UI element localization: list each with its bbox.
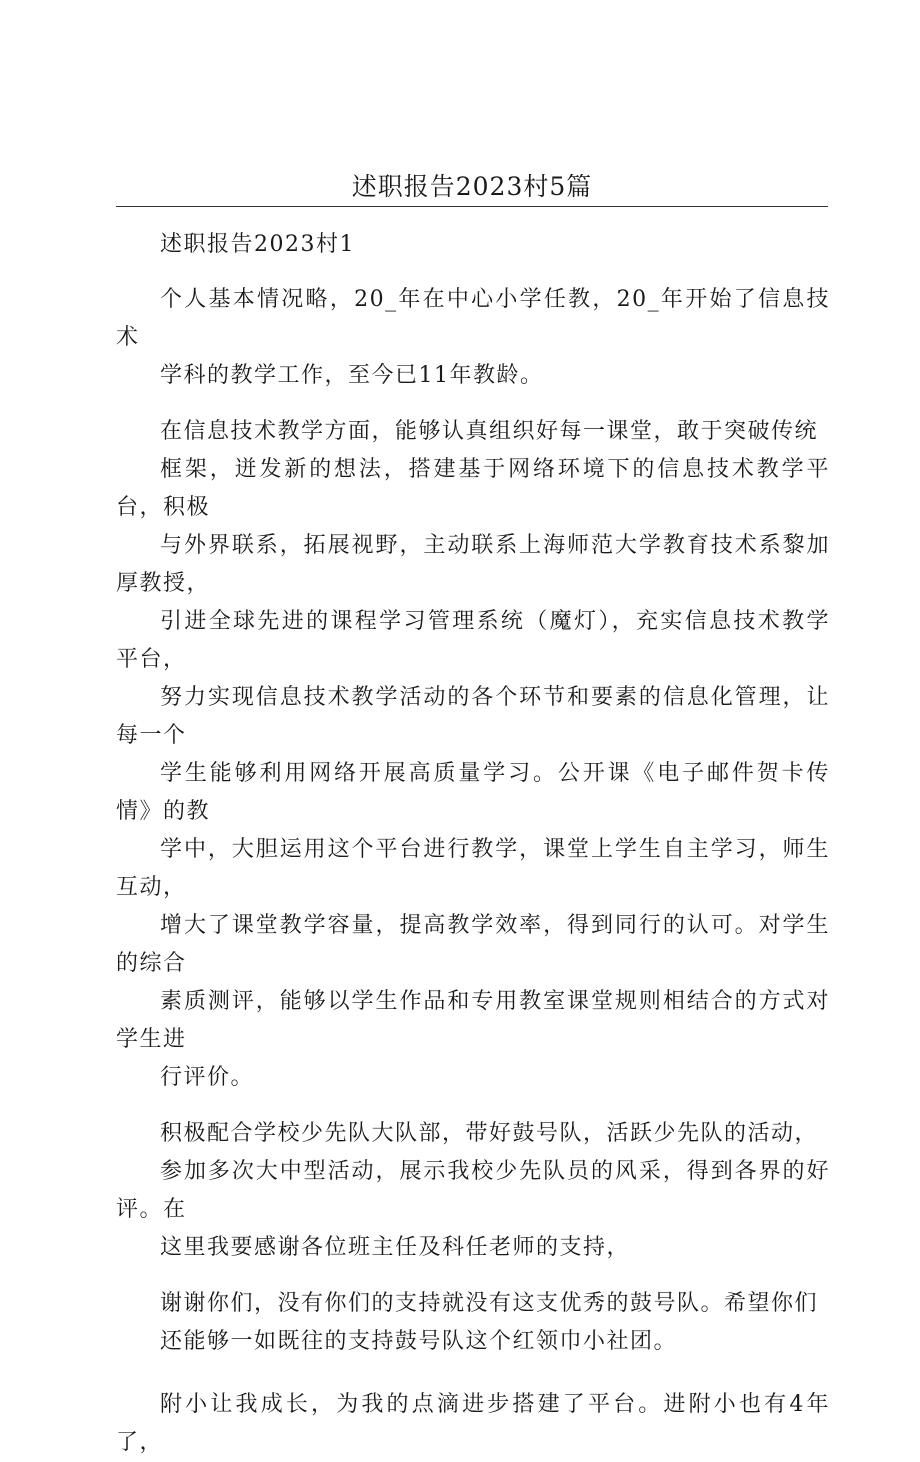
text-line: 这里我要感谢各位班主任及科任老师的支持， xyxy=(160,1235,631,1260)
text-line: 框架，迸发新的想法，搭建基于网络环境下的信息技术教学平台，积极 xyxy=(116,457,830,520)
text-line: 增大了课堂教学容量，提高教学效率，得到同行的认可。对学生的综合 xyxy=(116,913,830,976)
text-line: 努力实现信息技术教学活动的各个环节和要素的信息化管理，让每一个 xyxy=(116,685,830,748)
text-line: 与外界联系，拓展视野，主动联系上海师范大学教育技术系黎加厚教授， xyxy=(116,533,830,596)
text-line: 学中，大胆运用这个平台进行教学，课堂上学生自主学习，师生互动， xyxy=(116,837,830,900)
text-line: 还能够一如既往的支持鼓号队这个红领巾小社团。 xyxy=(160,1329,678,1354)
paragraph-thanks xyxy=(116,1285,830,1361)
document-title: 述职报告2023村5篇 xyxy=(351,172,593,201)
text-line: 学生能够利用网络开展高质量学习。公开课《电子邮件贺卡传情》的教 xyxy=(116,761,830,824)
text-line: 素质测评，能够以学生作品和专用教室课堂规则相结合的方式对学生进 xyxy=(116,989,830,1052)
text-line: 附小让我成长，为我的点滴进步搭建了平台。进附小也有4年了， xyxy=(116,1392,830,1455)
paragraph-growth xyxy=(116,1386,830,1462)
paragraph-drum-team xyxy=(116,1115,830,1267)
text-line: 个人基本情况略，20_年在中心小学任教，20_年开始了信息技术 xyxy=(116,287,830,350)
paragraph-basic-info xyxy=(116,281,830,395)
text-line: 谢谢你们，没有你们的支持就没有这支优秀的鼓号队。希望你们 xyxy=(160,1291,819,1316)
text-line: 积极配合学校少先队大队部，带好鼓号队，活跃少先队的活动， xyxy=(160,1121,819,1146)
section-heading: 述职报告2023村1 xyxy=(160,232,355,257)
document-body xyxy=(116,226,830,1462)
paragraph-teaching xyxy=(116,413,830,1097)
title-underline xyxy=(116,206,828,207)
text-line: 在信息技术教学方面，能够认真组织好每一课堂，敢于突破传统 xyxy=(160,419,819,444)
text-line: 引进全球先进的课程学习管理系统（魔灯），充实信息技术教学平台， xyxy=(116,609,830,672)
text-line: 行评价。 xyxy=(160,1065,255,1090)
text-line: 学科的教学工作，至今已11年教龄。 xyxy=(160,363,544,388)
text-line: 参加多次大中型活动，展示我校少先队员的风采，得到各界的好评。在 xyxy=(116,1159,830,1222)
